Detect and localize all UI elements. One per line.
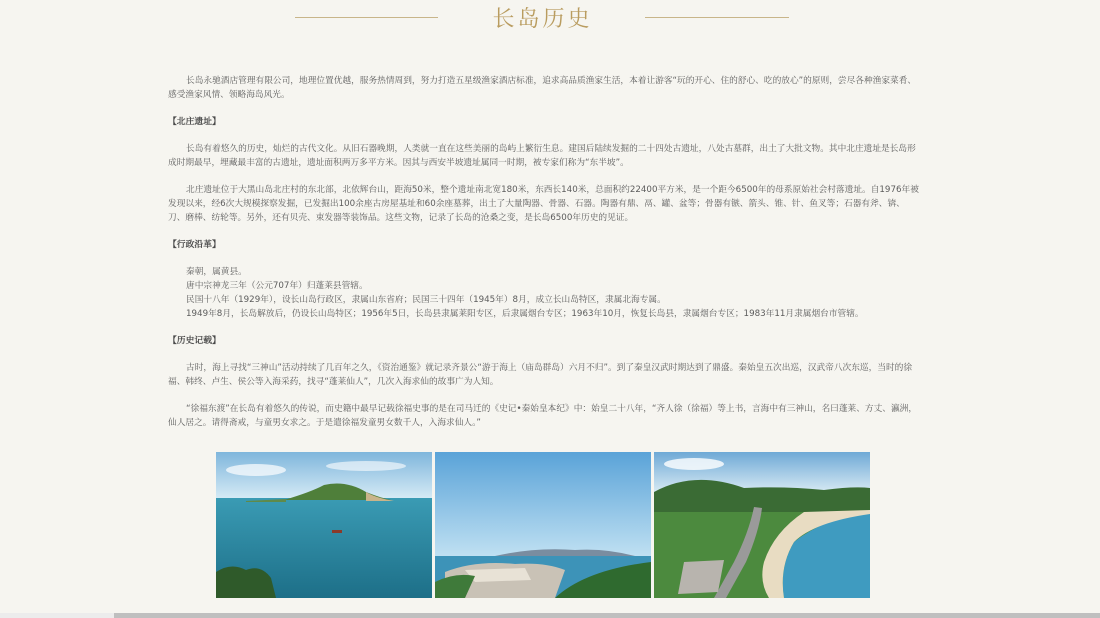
- island-sea-photo: [216, 452, 432, 598]
- photo-gallery: [216, 452, 870, 598]
- beizhuang-paragraph-1: 长岛有着悠久的历史，灿烂的古代文化。从旧石器晚期，人类就一直在这些美丽的岛屿上繁衍生息。建国后陆续发掘的二十四处古遗址，八处古墓群，出土了大批文物。其中北庄遗址是长岛形成时期最早，埋藏最丰富的古遗址，遗址面积两万多平方米。因其与西安半坡遗址属同一时期，被专家们称为“东半坡”。: [168, 144, 916, 168]
- records-paragraph-1: 古时，海上寻找“三神山”活动持续了几百年之久，《资治通鉴》就记录齐景公“游于海上（庙岛群岛）六月不归”。到了秦皇汉武时期达到了鼎盛。秦始皇五次出巡，汉武帝八次东巡，当时的徐福、韩终、卢生、侯公等入海采药，找寻“蓬莱仙人”，几次入海求仙的故事广为人知。: [168, 363, 913, 387]
- admin-line: 唐中宗神龙三年（公元707年）归蓬莱县管辖。: [186, 281, 368, 291]
- title-bar: [0, 0, 1100, 40]
- horizontal-scrollbar[interactable]: [0, 613, 1100, 618]
- title-divider-left: [295, 17, 438, 18]
- article-body: [168, 74, 920, 430]
- admin-line: 民国十八年（1929年），设长山岛行政区，隶属山东省府；民国三十四年（1945年）8月，成立长山岛特区，隶属北海专属。: [186, 295, 666, 305]
- section-heading-beizhuang: 【北庄遗址】: [168, 117, 221, 127]
- admin-line: 1949年8月，长岛解放后，仍设长山岛特区；1956年5日，长岛县隶属莱阳专区，后隶属烟台专区；1963年10月，恢复长岛县，隶属烟台专区；1983年11月隶属烟台市管辖。: [186, 309, 864, 319]
- beach-bay-photo: [654, 452, 870, 598]
- page-title: 长岛历史: [492, 7, 593, 32]
- coastal-town-photo: [435, 452, 651, 598]
- intro-paragraph: 长岛永驰酒店管理有限公司，地理位置优越，服务热情周到，努力打造五星级渔家酒店标准，追求高品质渔家生活，本着让游客“玩的开心、住的舒心、吃的放心”的原则，尝尽各种渔家菜肴、感受渔家风情、领略海岛风光。: [168, 76, 917, 100]
- beizhuang-paragraph-2: 北庄遗址位于大黑山岛北庄村的东北部，北依辉台山，距海50米，整个遗址南北宽180米，东西长140米，总面积约22400平方米，是一个距今6500年的母系原始社会村落遗址。自1976年被发现以来，经6次大规模探察发掘，已发掘出100余座古房屋基址和60余座墓葬，出土了大量陶器、骨器、石器。陶器有鼎、鬲、罐、盆等；骨器有镞、箭头、锥、针、鱼叉等；石器有斧、锛、刀、磨棒、纺轮等。另外，还有贝壳、束发器等装饰品。这些文物，记录了长岛的沧桑之变，是长岛6500年历史的见证。: [168, 185, 919, 223]
- section-heading-records: 【历史记载】: [168, 336, 221, 346]
- section-heading-admin: 【行政沿革】: [168, 240, 221, 250]
- scrollbar-thumb[interactable]: [114, 613, 1100, 618]
- records-paragraph-2: “徐福东渡”在长岛有着悠久的传说，而史籍中最早记载徐福史事的是在司马迁的《史记•秦始皇本纪》中：始皇二十八年，“齐人徐（徐福）等上书，言海中有三神山，名曰蓬莱、方丈、瀛洲，仙人居之。请得斋戒，与童男女求之。于是遣徐福发童男女数千人，入海求仙人。”: [168, 404, 918, 428]
- title-divider-right: [645, 17, 789, 18]
- admin-line: 秦朝，属黄县。: [186, 267, 247, 277]
